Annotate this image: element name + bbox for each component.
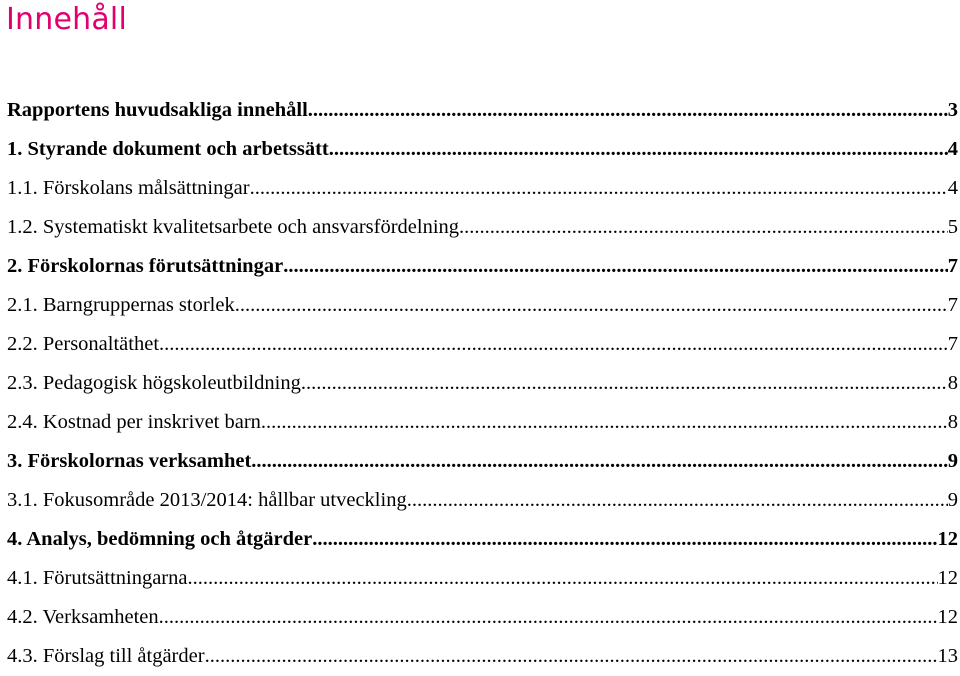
toc-entry-page: 7 [947,294,958,316]
toc-entry-page: 4 [947,177,958,199]
toc-entry-label: 4.1. Förutsättningarna [7,567,188,589]
toc-entry-label: 1.1. Förskolans målsättningar [7,177,250,199]
toc-entry-page: 12 [937,567,958,589]
toc-entry[interactable] [7,208,958,247]
toc-entry[interactable] [7,559,958,598]
toc-entry[interactable] [7,130,958,169]
toc-entry-label: 4.2. Verksamheten [7,606,159,628]
toc-entry[interactable] [7,598,958,637]
table-of-contents [7,91,958,676]
toc-entry-page: 12 [937,606,958,628]
toc-entry[interactable] [7,520,958,559]
toc-entry-label: 2.3. Pedagogisk högskoleutbildning [7,372,301,394]
toc-entry-page: 9 [947,489,958,511]
toc-entry-label: 3. Förskolornas verksamhet [7,450,252,472]
toc-entry-page: 3 [947,99,958,121]
toc-entry-page: 7 [947,255,958,277]
toc-entry-page: 7 [947,333,958,355]
toc-leader-dots [301,364,948,403]
toc-leader-dots [188,559,938,598]
toc-entry-page: 5 [947,216,958,238]
toc-entry[interactable] [7,247,958,286]
toc-leader-dots [283,247,948,286]
toc-entry-label: 1. Styrande dokument och arbetssätt [7,138,329,160]
toc-entry-page: 8 [947,411,958,433]
toc-entry[interactable] [7,481,958,520]
toc-leader-dots [159,325,948,364]
toc-leader-dots [459,208,948,247]
toc-entry-page: 4 [947,138,958,160]
toc-entry-page: 8 [947,372,958,394]
toc-leader-dots [329,130,948,169]
toc-entry-label: 2.1. Barngruppernas storlek [7,294,235,316]
toc-entry[interactable] [7,403,958,442]
page-title: Innehåll [6,2,127,37]
toc-leader-dots [250,169,948,208]
toc-entry-page: 12 [937,528,958,550]
toc-entry-label: 4.3. Förslag till åtgärder [7,645,205,667]
toc-leader-dots [308,91,948,130]
toc-entry[interactable] [7,325,958,364]
toc-entry-label: Rapportens huvudsakliga innehåll [7,99,308,121]
toc-entry-label: 2.2. Personaltäthet [7,333,160,355]
toc-leader-dots [251,442,947,481]
toc-leader-dots [312,520,937,559]
toc-entry[interactable] [7,91,958,130]
toc-leader-dots [205,637,938,676]
toc-entry[interactable] [7,637,958,676]
toc-leader-dots [261,403,948,442]
toc-entry-label: 2.4. Kostnad per inskrivet barn [7,411,261,433]
toc-entry[interactable] [7,169,958,208]
toc-entry-label: 1.2. Systematiskt kvalitetsarbete och ansvarsfördelning [7,216,460,238]
toc-entry[interactable] [7,364,958,403]
toc-entry-label: 4. Analys, bedömning och åtgärder [7,528,313,550]
toc-entry[interactable] [7,286,958,325]
toc-leader-dots [159,598,938,637]
toc-entry[interactable] [7,442,958,481]
toc-leader-dots [407,481,948,520]
toc-entry-label: 2. Förskolornas förutsättningar [7,255,284,277]
toc-entry-page: 9 [947,450,958,472]
toc-entry-page: 13 [937,645,958,667]
toc-leader-dots [235,286,948,325]
toc-entry-label: 3.1. Fokusområde 2013/2014: hållbar utveckling [7,489,407,511]
